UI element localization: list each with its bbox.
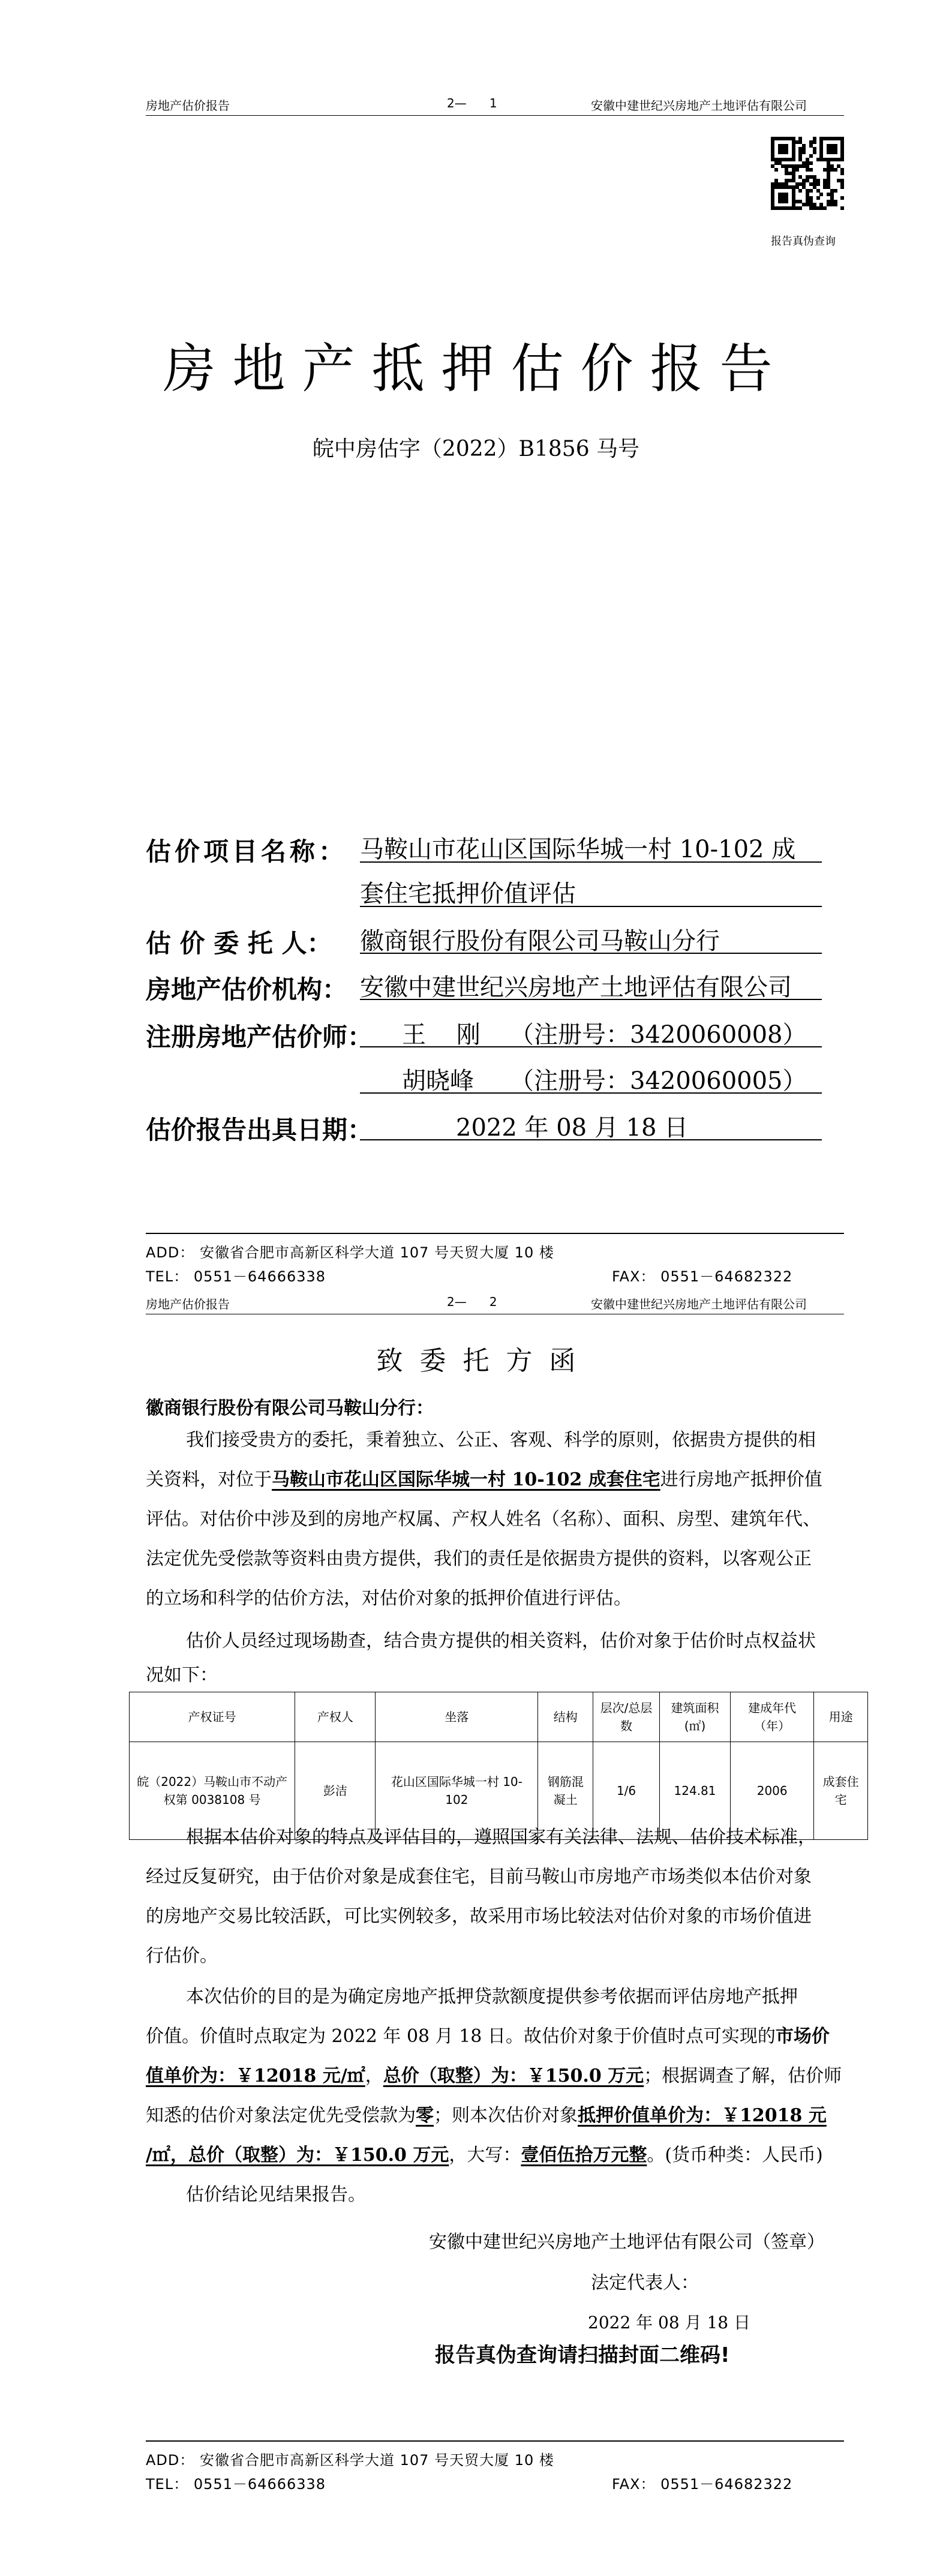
p1-line4: 法定优先受偿款等资料由贵方提供，我们的责任是依据贵方提供的资料，以客观公正 xyxy=(146,1548,812,1569)
amount-in-words: 壹佰伍拾万元整 xyxy=(521,2145,647,2166)
table-cell-floor: 1/6 xyxy=(593,1742,660,1840)
page1-header-page-number: 2— 1 xyxy=(447,96,497,110)
mortgage-total-price: /㎡，总价（取整）为：￥150.0 万元 xyxy=(146,2145,449,2166)
table-header-cell: 用途 xyxy=(814,1692,868,1742)
date-label: 估价报告出具日期： xyxy=(146,1115,373,1145)
client-value: 徽商银行股份有限公司马鞍山分行 xyxy=(360,927,720,955)
signature-company: 安徽中建世纪兴房地产土地评估有限公司（签章） xyxy=(429,2232,825,2253)
table-cell-usage: 成套住宅 xyxy=(814,1742,868,1840)
p3-line1: 根据本估价对象的特点及评估目的，遵照国家有关法律、法规、估价技术标准， xyxy=(186,1827,816,1848)
p2-line2: 况如下： xyxy=(146,1665,218,1686)
agency-underline xyxy=(360,999,822,1000)
page2-header-page-number: 2— 2 xyxy=(447,1295,497,1309)
qr-module xyxy=(834,168,837,172)
appraiser2-reg: （注册号：3420060005） xyxy=(510,1067,807,1095)
priority-payment-value: 零 xyxy=(416,2105,434,2126)
qr-module xyxy=(816,196,820,200)
legal-representative-label: 法定代表人： xyxy=(591,2272,699,2293)
qr-module xyxy=(802,151,806,154)
qr-module xyxy=(792,158,795,161)
qr-module xyxy=(840,185,844,189)
table-header-cell: 产权证号 xyxy=(130,1692,295,1742)
p1-line1: 我们接受贵方的委托，秉着独立、公正、客观、科学的原则，依据贵方提供的相 xyxy=(186,1430,816,1451)
report-title: 房地产抵押估价报告 xyxy=(163,338,789,400)
client-underline xyxy=(360,953,822,954)
table-header-row xyxy=(130,1692,868,1742)
qr-module xyxy=(834,189,837,193)
p5-conclusion: 估价结论见结果报告。 xyxy=(186,2184,366,2205)
qr-module xyxy=(785,200,788,203)
p4-line4 xyxy=(146,2096,827,2136)
date-value: 2022 年 08 月 18 日 xyxy=(456,1114,689,1142)
qr-module xyxy=(816,182,820,186)
qr-module xyxy=(809,154,813,158)
agency-label: 房地产估价机构： xyxy=(146,975,348,1004)
qr-module xyxy=(809,189,813,193)
page2-footer-fax: FAX： 0551－64682322 xyxy=(612,2476,793,2493)
page2-footer-address: ADD： 安徽省合肥市高新区科学大道 107 号天贸大厦 10 楼 xyxy=(146,2452,554,2469)
property-address-bold: 马鞍山市花山区国际华城一村 10-102 成套住宅 xyxy=(272,1469,660,1490)
qr-module xyxy=(774,168,778,172)
p4-line3 xyxy=(146,2056,842,2096)
p3-line3: 的房地产交易比较活跃，可比实例较多，故采用市场比较法对估价对象的市场价值进 xyxy=(146,1906,812,1927)
table-header-cell: 建成年代（年） xyxy=(731,1692,814,1742)
qr-module xyxy=(813,140,816,144)
appraiser1-name: 王 刚 xyxy=(402,1021,480,1049)
qr-module xyxy=(785,151,788,154)
qr-module xyxy=(795,168,799,172)
page1-header-rule xyxy=(146,115,844,116)
qr-module xyxy=(813,151,816,154)
letter-title: 致 委 托 方 函 xyxy=(376,1346,576,1376)
p2-line1: 估价人员经过现场勘查，结合贵方提供的相关资料，估价对象于估价时点权益状 xyxy=(186,1631,816,1652)
qr-module xyxy=(823,206,827,210)
qr-module xyxy=(798,206,802,210)
salutation: 徽商银行股份有限公司马鞍山分行： xyxy=(146,1398,434,1419)
page1-footer-address: ADD： 安徽省合肥市高新区科学大道 107 号天贸大厦 10 楼 xyxy=(146,1244,554,1261)
table-header-cell: 建筑面积(㎡) xyxy=(659,1692,730,1742)
table-header-cell: 层次/总层数 xyxy=(593,1692,660,1742)
table-cell-area: 124.81 xyxy=(659,1742,730,1840)
p4-line2 xyxy=(146,2017,830,2056)
qr-caption: 报告真伪查询 xyxy=(771,235,836,248)
qr-module xyxy=(840,196,844,200)
p1-line2-post: 进行房地产抵押价值 xyxy=(660,1469,822,1490)
qr-code-icon[interactable] xyxy=(771,137,844,210)
table-header-cell: 产权人 xyxy=(295,1692,376,1742)
date-underline xyxy=(360,1139,822,1140)
table-cell-owner: 彭洁 xyxy=(295,1742,376,1840)
p1-line3: 评估。对估价中涉及到的房地产权属、产权人姓名（名称）、面积、房型、建筑年代、 xyxy=(146,1509,821,1530)
qr-module xyxy=(840,172,844,175)
qr-module xyxy=(798,189,802,193)
p4-line1: 本次估价的目的是为确定房地产抵押贷款额度提供参考依据而评估房地产抵押 xyxy=(186,1986,798,2007)
page2-header-left: 房地产估价报告 xyxy=(146,1297,230,1311)
client-label: 估 价 委 托 人： xyxy=(146,929,332,958)
p4-line3-post: ；根据调查了解，估价师 xyxy=(644,2065,842,2086)
p4-line2-pre: 价值。价值时点取定为 2022 年 08 月 18 日。故估价对象于价值时点可实现的 xyxy=(146,2026,776,2047)
table-header-cell: 坐落 xyxy=(376,1692,538,1742)
market-unit-price: 值单价为：￥12018 元/㎡ xyxy=(146,2065,365,2086)
p1-line2 xyxy=(146,1460,822,1500)
market-value-label: 市场价 xyxy=(775,2026,830,2047)
currency-note: 。(货币种类：人民币) xyxy=(647,2145,823,2166)
p4-line5-mid: ，大写： xyxy=(449,2145,521,2166)
project-underline-2 xyxy=(360,906,822,907)
p3-line4: 行估价。 xyxy=(146,1945,218,1966)
page1-footer-fax: FAX： 0551－64682322 xyxy=(612,1268,793,1285)
qr-module xyxy=(840,206,844,210)
qr-module xyxy=(809,168,813,172)
project-name-label: 估价项目名称： xyxy=(146,837,348,866)
market-total-price: 总价（取整）为：￥150.0 万元 xyxy=(383,2065,644,2086)
p4-line4-pre: 知悉的估价对象法定优先受偿款为 xyxy=(146,2105,416,2126)
table-cell-cert-no: 皖（2022）马鞍山市不动产权第 0038108 号 xyxy=(130,1742,295,1840)
page1-footer-rule xyxy=(146,1233,844,1234)
page1-header-company: 安徽中建世纪兴房地产土地评估有限公司 xyxy=(591,98,807,113)
appraiser1-reg: （注册号：3420060008） xyxy=(510,1021,807,1049)
p4-line5 xyxy=(146,2136,823,2175)
table-cell-structure: 钢筋混凝土 xyxy=(538,1742,593,1840)
page1-footer-tel: TEL： 0551－64666338 xyxy=(146,1268,326,1285)
qr-module xyxy=(809,161,813,165)
verification-notice: 报告真伪查询请扫描封面二维码! xyxy=(435,2343,730,2367)
mortgage-unit-price: 抵押价值单价为：￥12018 元 xyxy=(578,2105,827,2126)
p4-line4-mid: ；则本次估价对象 xyxy=(434,2105,578,2126)
page2-header-company: 安徽中建世纪兴房地产土地评估有限公司 xyxy=(591,1297,807,1311)
agency-value: 安徽中建世纪兴房地产土地评估有限公司 xyxy=(360,974,792,1001)
table-header-cell: 结构 xyxy=(538,1692,593,1742)
p4-line3-sep: ， xyxy=(365,2065,383,2086)
page2-footer-rule xyxy=(146,2440,844,2442)
qr-module xyxy=(840,158,844,161)
p1-line5: 的立场和科学的估价方法，对估价对象的抵押价值进行评估。 xyxy=(146,1588,632,1609)
appraiser2-name: 胡晓峰 xyxy=(402,1067,474,1095)
qr-module xyxy=(819,193,823,196)
p3-line2: 经过反复研究，由于估价对象是成套住宅，目前马鞍山市房地产市场类似本估价对象 xyxy=(146,1866,812,1887)
project-name-line1: 马鞍山市花山区国际华城一村 10-102 成 xyxy=(360,836,796,863)
qr-module xyxy=(834,151,837,154)
appraiser1-underline xyxy=(360,1046,822,1047)
appraiser2-underline xyxy=(360,1092,822,1094)
signature-date: 2022 年 08 月 18 日 xyxy=(588,2313,751,2332)
table-cell-location: 花山区国际华城一村 10-102 xyxy=(376,1742,538,1840)
appraiser-label: 注册房地产估价师： xyxy=(146,1022,373,1052)
page2-footer-tel: TEL： 0551－64666338 xyxy=(146,2476,326,2493)
report-number: 皖中房估字（2022）B1856 马号 xyxy=(312,437,640,461)
p1-line2-pre: 关资料，对位于 xyxy=(146,1469,272,1490)
table-cell-year: 2006 xyxy=(731,1742,814,1840)
qr-module xyxy=(834,203,837,206)
project-name-line2: 套住宅抵押价值评估 xyxy=(360,880,576,908)
page1-header-left: 房地产估价报告 xyxy=(146,98,230,113)
project-underline-1 xyxy=(360,861,822,863)
